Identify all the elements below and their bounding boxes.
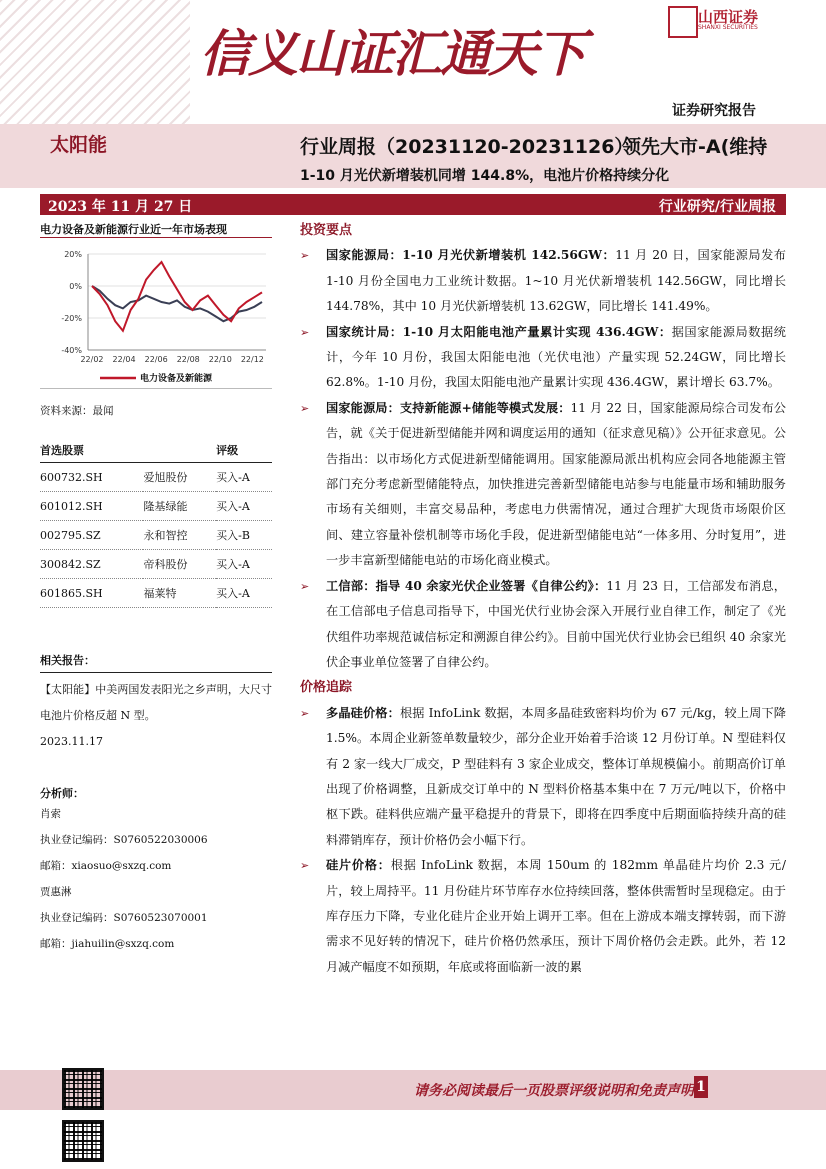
item-head: 国家能源局：1-10 月光伏新增装机 142.56GW： [326,248,616,263]
price-tracking-title: 价格追踪 [300,680,353,696]
company-name: 山西证券 [698,8,759,26]
x-tick-label: 22/08 [176,355,200,364]
stock-rating: 买入-B [216,521,272,550]
series-line [92,262,262,331]
item-head: 国家能源局：支持新能源+储能等模式发展： [326,400,571,415]
sidebar [40,218,272,957]
item-body: 根据 InfoLink 数据，本周多晶硅致密料均价为 67 元/kg，较上周下降 1.5%。本周企业新签单数量较少，部分企业开始着手洽谈 12 月份订单。N 型硅料仅有 2 家一线大厂成交，P 型硅料有 3 家企业成交，整体订单规模偏小。前期高价订单出现了价格调整，且新成交订单中的 N 型料价格基本集中在 7 万元/吨以下，价格中枢下跌。硅料供应端产量平稳提升的背景下，即将在四季度中后期面临持续升高的硅料滞销库存，预计价格仍会小幅下行。 [326,705,786,847]
market-chart-svg [40,238,272,388]
stock-rating: 买入-A [216,492,272,521]
legend-label: 电力设备及新能源 [140,374,213,384]
analyst-title: 分析师： [40,787,84,800]
stock-rating: 买入-A [216,463,272,492]
header-decoration [0,0,190,130]
x-tick-label: 22/10 [208,355,232,364]
stock-rating: 买入-A [216,550,272,579]
analyst-name: 肖索 [40,808,61,820]
list-item [300,574,786,676]
analyst-name: 贾惠淋 [40,886,72,898]
arrow-bullet-icon: ➢ [300,401,310,415]
list-item [300,853,786,980]
arrow-bullet-icon: ➢ [300,249,310,263]
industry-rating: 领先大市-A(维持 [622,136,768,158]
y-tick-label: 20% [64,250,82,259]
series-line [92,286,262,321]
item-head: 多晶硅价格： [326,705,400,720]
disclaimer-notice: 请务必阅读最后一页股票评级说明和免责声明 [414,1083,694,1099]
item-head: 国家统计局：1-10 月太阳能电池产量累计实现 436.4GW： [326,324,672,339]
stock-code: 600732.SH [40,463,143,492]
related-reports-title: 相关报告： [40,652,272,673]
analyst-license: 执业登记编码：S0760522030006 [40,834,208,846]
x-tick-label: 22/04 [112,355,136,364]
company-name-en: SHANXI SECURITIES [698,24,758,31]
y-tick-label: -20% [61,314,82,323]
report-category: 行业研究/行业周报 [658,199,776,215]
brand-slogan: 信义山证汇通天下 [200,24,584,83]
item-head: 工信部：指导 40 余家光伏企业签署《自律公约》： [326,578,607,593]
related-report-date: 2023.11.17 [40,735,103,748]
company-logo-icon [668,6,698,38]
market-chart [40,237,272,389]
invest-highlights-title: 投资要点 [300,223,353,238]
x-tick-label: 22/12 [240,355,264,364]
arrow-bullet-icon: ➢ [300,859,310,873]
stock-table-header [40,438,272,463]
stock-code: 300842.SZ [40,550,143,579]
stock-code: 002795.SZ [40,521,143,550]
stock-code: 601012.SH [40,492,143,521]
page-number: 1 [694,1076,708,1098]
table-row [40,492,272,521]
stock-name: 帝科股份 [143,550,216,579]
report-date: 2023 年 11 月 27 日 [48,199,193,215]
x-tick-label: 22/02 [80,355,104,364]
item-head: 硅片价格： [326,858,391,873]
stock-rating: 买入-A [216,579,272,608]
list-item [300,701,786,853]
item-body: 11 月 23 日，工信部发布消息，在工信部电子信息司指导下，中国光伏行业协会深入开展行业自律工作，制定了《光伏组件功率规范诚信标定和溯源自律公约》。目前中国光伏行业协会已组织 40 余家光伏企事业单位签署了自律公约。 [326,578,786,669]
item-body: 据国家能源局数据统计，今年 10 月份，我国太阳能电池（光伏电池）产量实现 52.24GW，同比增长 62.8%。1-10 月份，我国太阳能电池产量累计实现 436.4GW，累计增长 63.7%。 [326,324,786,390]
related-report-link[interactable]: 【太阳能】中美两国发表阳光之乡声明，大尺寸电池片价格反超 N 型。 [40,683,272,722]
stock-header-name: 首选股票 [40,438,216,463]
chart-source: 资料来源：最闻 [40,405,114,417]
list-item [300,243,786,319]
stock-table [40,438,272,608]
analyst-license: 执业登记编码：S0760523070001 [40,912,208,924]
table-row [40,521,272,550]
table-row [40,463,272,492]
chart-title: 电力设备及新能源行业近一年市场表现 [40,223,227,236]
y-tick-label: 0% [69,282,82,291]
stock-name: 隆基绿能 [143,492,216,521]
stock-name: 爱旭股份 [143,463,216,492]
y-tick-label: -40% [61,346,82,355]
qr-code-icon [62,1068,104,1110]
item-body: 根据 InfoLink 数据，本周 150um 的 182mm 单晶硅片均价 2.3 元/片，较上周持平。11 月份硅片环节库存水位持续回落，整体供需暂时呈现稳定。由于库存压力下降，专业化硅片企业开始上调开工率。但在上游成本端支撑转弱，而下游需求不见好转的情况下，硅片价格仍然承压，预计下周价格仍会走跌。此外，若 12 月减产幅度不如预期，年底或将面临新一波的累 [326,858,786,974]
qr-code-icon [62,1120,104,1162]
list-item [300,396,786,574]
analyst-email[interactable]: 邮箱：xiaosuo@sxzq.com [40,860,172,872]
table-row [40,550,272,579]
stock-code: 601865.SH [40,579,143,608]
report-title: 行业周报（20231120-20231126） [300,136,634,158]
stock-header-rating: 评级 [216,438,272,463]
analyst-email[interactable]: 邮箱：jiahuilin@sxzq.com [40,938,175,950]
item-body: 11 月 20 日，国家能源局发布 1-10 月份全国电力工业统计数据。1~10 月光伏新增装机 142.56GW，同比增长 144.78%，其中 10 月光伏新增装机 13.62GW，同比增长 141.49%。 [326,248,786,314]
arrow-bullet-icon: ➢ [300,579,310,593]
arrow-bullet-icon: ➢ [300,706,310,720]
main-content [300,218,786,980]
list-item [300,320,786,396]
x-tick-label: 22/06 [144,355,168,364]
arrow-bullet-icon: ➢ [300,325,310,339]
table-row [40,579,272,608]
sector-label: 太阳能 [50,134,108,156]
report-type: 证券研究报告 [672,103,756,119]
stock-name: 永和智控 [143,521,216,550]
report-subtitle: 1-10 月光伏新增装机同增 144.8%，电池片价格持续分化 [300,168,670,184]
item-body: 11 月 22 日，国家能源局综合司发布公告，就《关于促进新型储能并网和调度运用的通知（征求意见稿）》公开征求意见。公告指出：以市场化方式促进新型储能调用。国家能源局派出机构应会同各地能源主管部门充分考虑新型储能特点，加快推进完善新型储能电站参与电能量市场和辅助服务市场有关细则，丰富交易品种，考虑电力供需情况，通过合理扩大现货市场限价区间、建立容量补偿机制等市场化手段，促进新型储能电站“一体多用、分时复用”，进一步丰富新型储能电站的市场化商业模式。 [326,400,786,568]
stock-name: 福莱特 [143,579,216,608]
